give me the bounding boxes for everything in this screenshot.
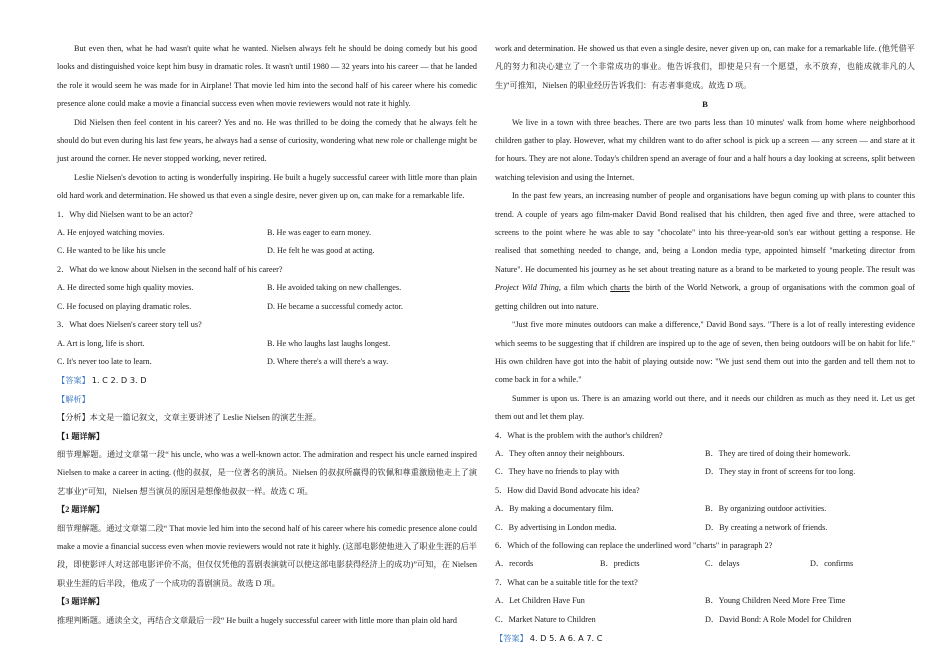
option: A．Let Children Have Fun [495, 596, 585, 606]
detail-2-heading: 【2 题详解】 [57, 505, 105, 515]
passage-paragraph: We live in a town with three beaches. There are two parts less than 10 minutes' walk from home where neighborhood children gather to play. However, what my children want to do after school is pick up a screen — any screen — and stare at it for hours. They are not alone. Today's children spend an average of four and a half hours a day looking at screens, split between watching television and using the Internet. [495, 117, 915, 182]
question-1: 1．Why did Nielsen want to be an actor? [57, 209, 193, 219]
question-2-options [57, 298, 477, 316]
option: B. He who laughs last laughs longest. [267, 338, 391, 348]
passage-paragraph: Leslie Nielsen's devotion to acting is wonderfully inspiring. He built a hugely successful career with little more than plain old hard work and determination. He showed us that even a single desire, never given up on, can make for a remarkable life. [57, 172, 477, 201]
option: B．They are tired of doing their homework. [705, 448, 851, 458]
question-2-options [57, 279, 477, 297]
option: A．They often annoy their neighbours. [495, 448, 625, 458]
answer-line [495, 629, 915, 648]
question-2: 2．What do we know about Nielsen in the second half of his career? [57, 264, 283, 274]
detail-3-body: 推理判断题。通读全文，再结合文章最后一段“ He built a hugely successful career with little more than plain old hard [57, 615, 457, 625]
option: B．Young Children Need More Free Time [705, 596, 846, 606]
option: C．delays [705, 559, 740, 569]
question-7-options [495, 592, 915, 610]
question-4: 4．What is the problem with the author's children? [495, 430, 663, 440]
answer-tag: 【答案】 [57, 376, 90, 386]
passage-paragraph: Did Nielsen then feel content in his career? Yes and no. He was thrilled to be doing the comedy that he always felt he should do but even during his last few years, he always had a sense of curiosity, wondering what new role or challenge might be just around the corner. He never stopped working, never retired. [57, 117, 477, 164]
section-heading: B [702, 99, 708, 110]
text-run: In the past few years, an increasing number of people and organisations have begun coming up with plans to counter this trend. A couple of years ago film-maker David Bond realised that his children, then aged five and three, were attached to screens to the point where he was able to say "chocolate" into his three-year-old son's ear without getting a response. He realised that something needed to change, and, being a London media type, appointed himself "marketing director from Nature". He documented his journey as he set about treating nature as a brand to be marketed to young people. The result was [495, 191, 915, 274]
film-title: Project Wild Thing [495, 283, 559, 293]
question-7: 7．What can be a suitable title for the text? [495, 577, 638, 587]
underlined-word: charts [610, 283, 630, 293]
option: A．By making a documentary film. [495, 504, 614, 514]
option: B. He was eager to earn money. [267, 228, 372, 238]
question-3-options [57, 335, 477, 353]
option: C．They have no friends to play with [495, 467, 620, 477]
question-6: 6．Which of the following can replace the underlined word "charts" in paragraph 2? [495, 540, 773, 550]
question-7-options [495, 611, 915, 629]
question-6-options [495, 555, 915, 573]
detail-2-body: 细节理解题。通过文章第二段“ That movie led him into the second half of his career where his comedic presence alone could make a movie a financial success even when movie reviewers would not rate it highly. (这部电影使他进入了职业生涯的后半段，即使影评人对这部电影评价不高，但仅仅凭他的喜剧表演就可以使这部电影获得经济上的成功)”可知，在 Nielsen 职业生涯的后半段，他成了一个成功的喜剧演员。故选 D 项。 [57, 523, 477, 588]
question-1-options [57, 242, 477, 260]
question-4-options [495, 463, 915, 481]
question-3-options [57, 353, 477, 371]
question-4-options [495, 445, 915, 463]
option: C．By advertising in London media. [495, 522, 617, 532]
option: D．They stay in front of screens for too long. [705, 467, 856, 477]
detail-3-continued: work and determination. He showed us that even a single desire, never given up on, can make for a remarkable life. (他凭借平凡的努力和决心建立了一个非常成功的事业。他告诉我们，即使是只有一个愿望，永不放弃，也能成就非凡的人生)”可推知，Nielsen 的职业经历告诉我们：有志者事竟成。故选 D 项。 [495, 44, 915, 90]
detail-1-heading: 【1 题详解】 [57, 431, 105, 441]
passage-paragraph: Summer is upon us. There is an amazing world out there, and it needs our children as much as they need it. Let us get them out and let them play. [495, 393, 915, 422]
option: C. It's never too late to learn. [57, 356, 152, 366]
question-1-options [57, 224, 477, 242]
question-3: 3．What does Nielsen's career story tell us? [57, 320, 202, 330]
option: D. He became a successful comedy actor. [267, 301, 403, 311]
option: C. He focused on playing dramatic roles. [57, 301, 192, 311]
option: D．By creating a network of friends. [705, 522, 828, 532]
passage-paragraph [495, 187, 915, 316]
option: A．records [495, 559, 534, 569]
analysis-intro: 【分析】本文是一篇记叙文，文章主要讲述了 Leslie Nielsen 的演艺生涯。 [57, 413, 322, 423]
option: D. He felt he was good at acting. [267, 246, 375, 256]
option: D．confirms [810, 559, 854, 569]
option: D. Where there's a will there's a way. [267, 356, 389, 366]
option: A. He enjoyed watching movies. [57, 228, 165, 238]
answer-line [57, 371, 477, 390]
option: B．predicts [600, 559, 640, 569]
detail-1-body: 细节理解题。通过文章第一段“ his uncle, who was a well-known actor. The admiration and respect his uncle earned inspired Nielsen to make a career in acting. (他的叔叔，是一位著名的演员。Nielsen 的叔叔所赢得的钦佩和尊重激励他走上了演艺事业)”可知，Nielsen 想当演员的原因是想像他叔叔一样。故选 C 项。 [57, 449, 477, 496]
detail-3-heading: 【3 题详解】 [57, 597, 105, 607]
passage-paragraph: But even then, what he had wasn't quite what he wanted. Nielsen always felt he should be doing comedy but his good looks and distinguished voice kept him busy in dramatic roles. It wasn't until 1980 — 32 years into his career — that he landed the role it would seem he was made for in Airplane! That movie led him into the second half of his career where his comedic presence alone could make a movie a financial success even when movie reviewers would not rate it highly. [57, 44, 477, 109]
right-column [495, 40, 915, 648]
analysis-tag: 【解析】 [57, 394, 90, 404]
answer-values: 4. D 5. A 6. A 7. C [529, 633, 603, 643]
question-5: 5．How did David Bond advocate his idea? [495, 485, 640, 495]
option: C．Market Nature to Children [495, 614, 596, 624]
option: A. Art is long, life is short. [57, 338, 145, 348]
left-column [57, 40, 477, 630]
text-run: , a film which [558, 283, 611, 293]
option: C. He wanted to be like his uncle [57, 246, 166, 256]
option: B. He avoided taking on new challenges. [267, 283, 402, 293]
answer-tag: 【答案】 [495, 634, 528, 643]
passage-paragraph: "Just five more minutes outdoors can make a difference," David Bond says. "There is a lot of really interesting evidence which seems to be suggesting that if children are inspired up to the age of seven, then being outdoors will be on habit for life." His own children have got into the habit of playing outside now: "We just send them out into the garden and tell them not to come back in for a while." [495, 320, 915, 385]
option: B．By organizing outdoor activities. [705, 504, 827, 514]
answer-values: 1. C 2. D 3. D [91, 375, 147, 386]
question-5-options [495, 500, 915, 518]
text-run: the birth of the World Network, a group of organisations with the common goal of getting children out into nature. [495, 283, 915, 311]
option: A. He directed some high quality movies. [57, 283, 194, 293]
option: D．David Bond: A Role Model for Children [705, 614, 852, 624]
question-5-options [495, 519, 915, 537]
